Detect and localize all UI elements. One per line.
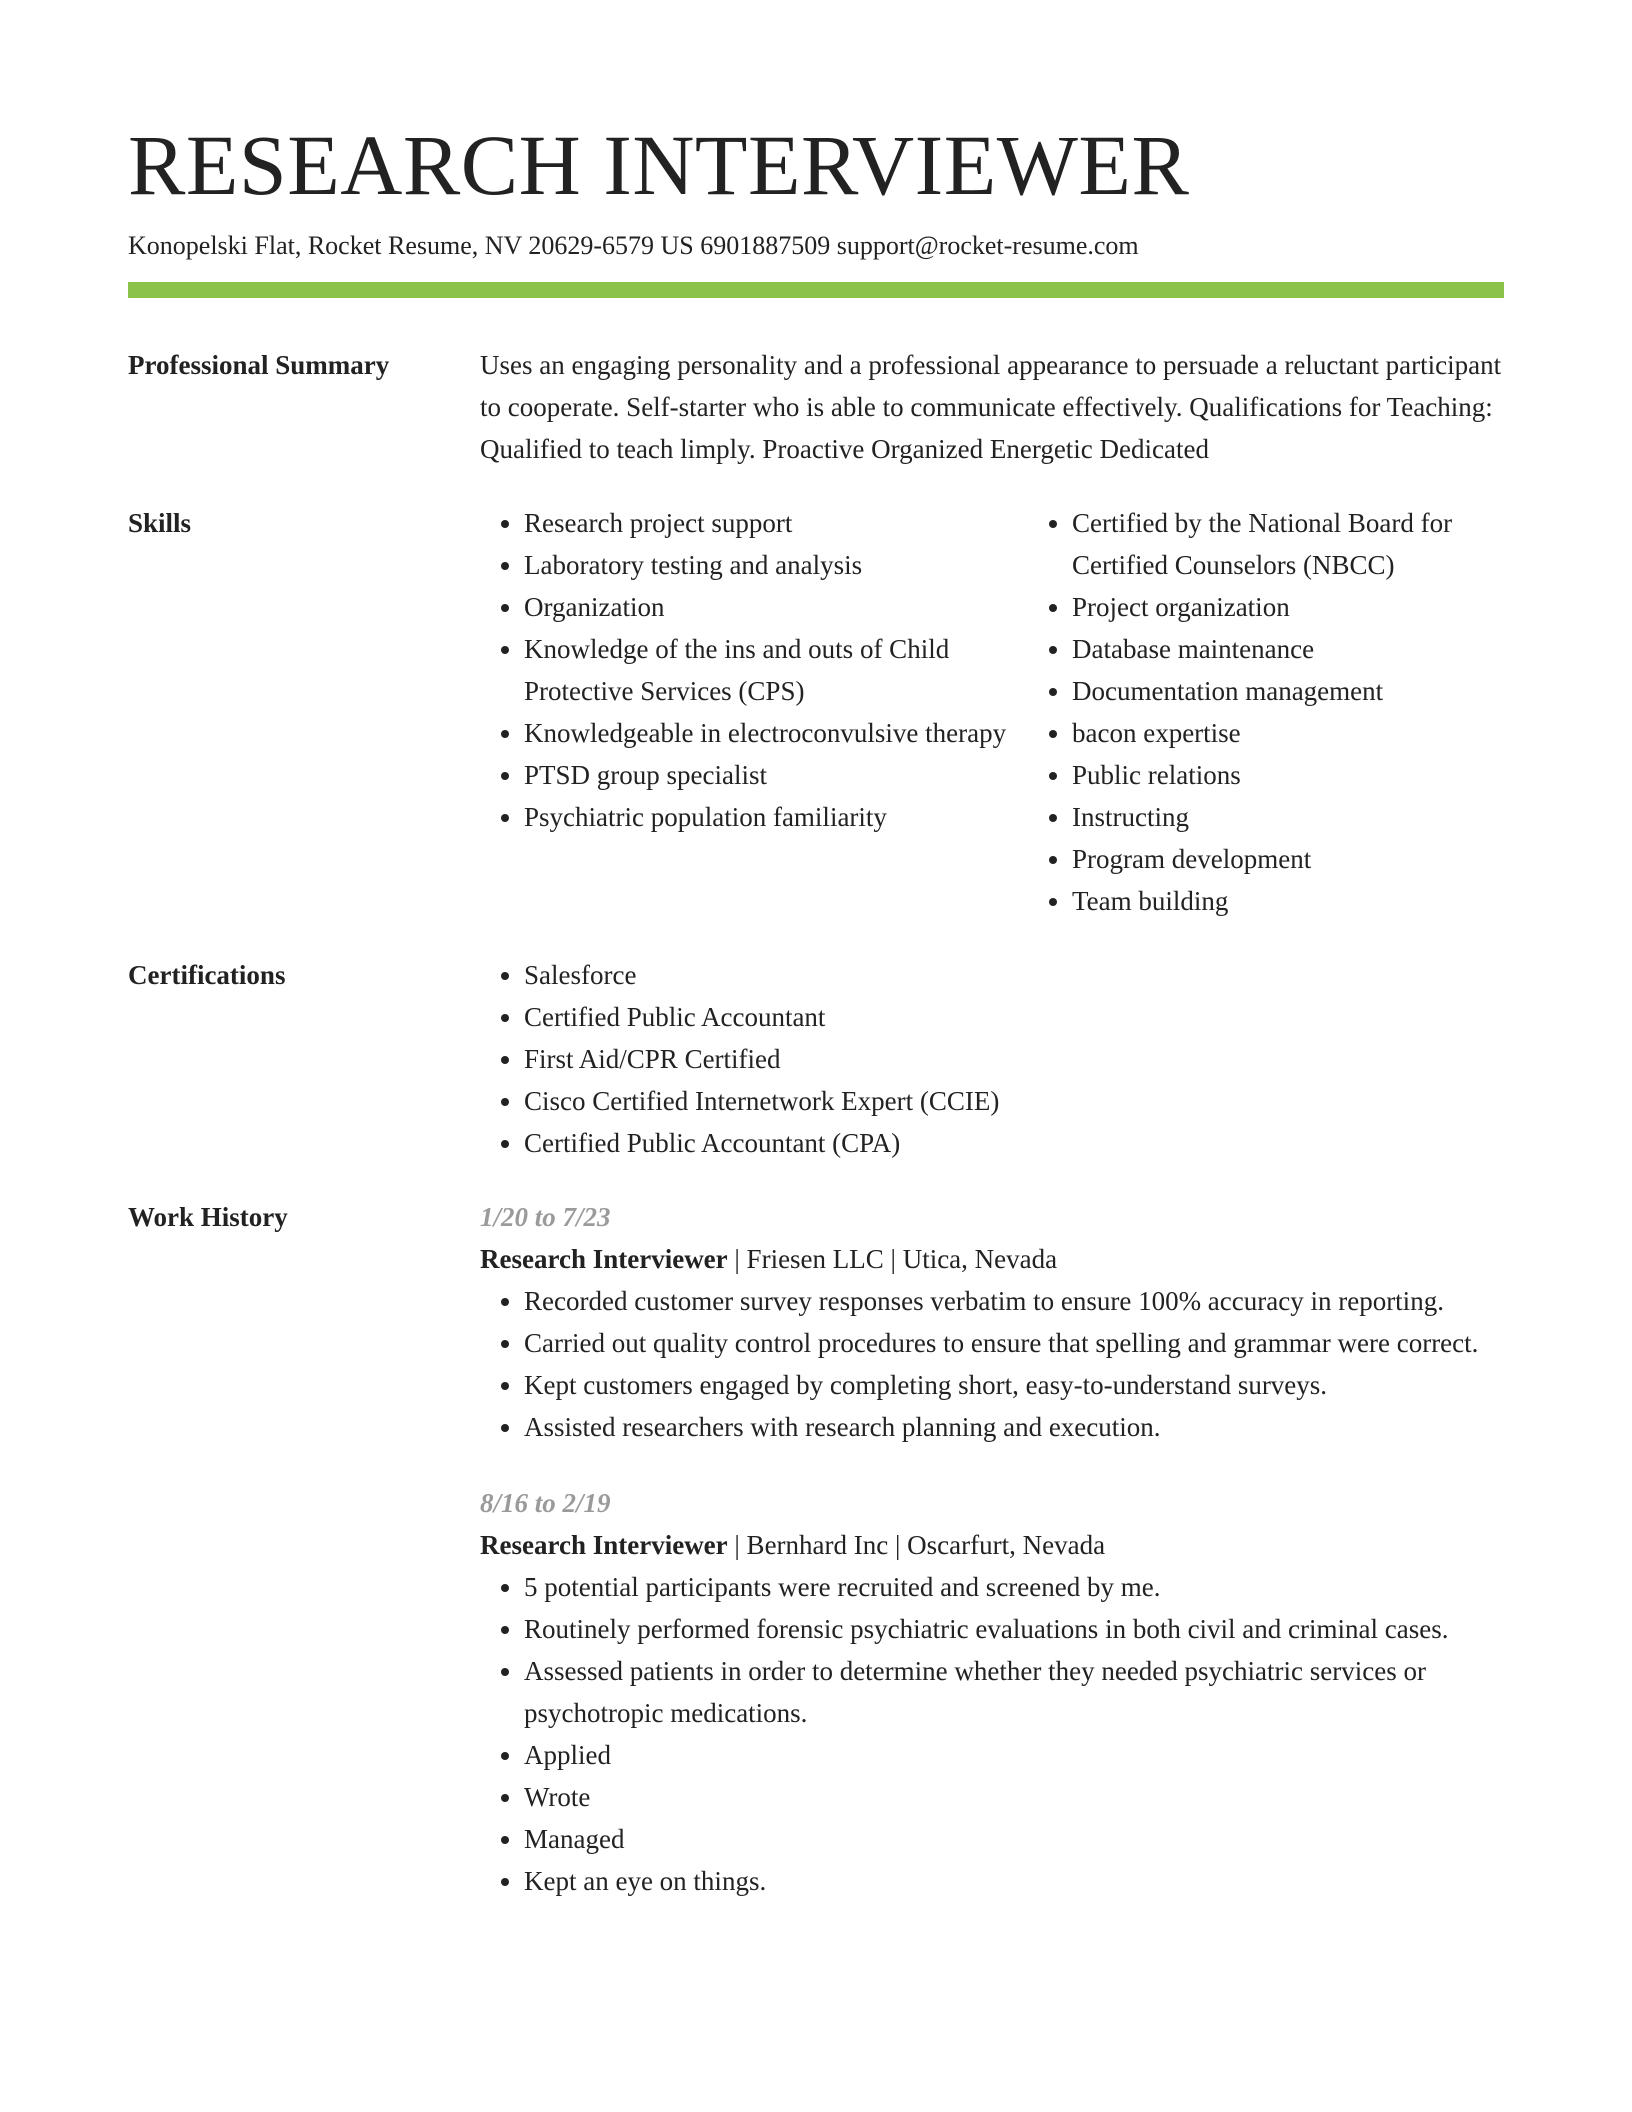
skill-item: • Database maintenance	[1072, 628, 1504, 670]
job-header	[480, 1238, 1504, 1280]
job-title: Research Interviewer	[480, 1530, 728, 1561]
skills-list-left	[480, 502, 1028, 922]
skill-item: • Research project support	[524, 502, 1028, 544]
work-history-section	[128, 1196, 1504, 1902]
certification-item: • Certified Public Accountant	[524, 996, 1504, 1038]
job-dates: 8/16 to 2/19	[480, 1488, 611, 1519]
skill-item: • bacon expertise	[1072, 712, 1504, 754]
resume-page	[128, 118, 1504, 1902]
certification-item: • Salesforce	[524, 954, 1504, 996]
skill-item: • Certified by the National Board for Certified Counselors (NBCC)	[1072, 502, 1504, 586]
job-bullet: • Assessed patients in order to determine whether they needed psychiatric services or psychotropic medications.	[524, 1650, 1504, 1734]
certification-item: • First Aid/CPR Certified	[524, 1038, 1504, 1080]
job-title: Research Interviewer	[480, 1244, 728, 1275]
skill-item: • Knowledge of the ins and outs of Child Protective Services (CPS)	[524, 628, 1028, 712]
summary-heading: Professional Summary	[128, 350, 390, 381]
job-bullet: • Wrote	[524, 1776, 1504, 1818]
certification-item: • Certified Public Accountant (CPA)	[524, 1122, 1504, 1164]
job-dates: 1/20 to 7/23	[480, 1202, 611, 1233]
skill-item: • Project organization	[1072, 586, 1504, 628]
job-bullet: • Managed	[524, 1818, 1504, 1860]
job-bullet: • Kept customers engaged by completing short, easy-to-understand surveys.	[524, 1364, 1504, 1406]
skill-item: • Instructing	[1072, 796, 1504, 838]
skill-item: • Public relations	[1072, 754, 1504, 796]
job-bullet: • Applied	[524, 1734, 1504, 1776]
skill-item: • Laboratory testing and analysis	[524, 544, 1028, 586]
job-bullet: • Routinely performed forensic psychiatric evaluations in both civil and criminal cases.	[524, 1608, 1504, 1650]
skill-item: • Program development	[1072, 838, 1504, 880]
job-bullet: • 5 potential participants were recruited and screened by me.	[524, 1566, 1504, 1608]
job-bullet: • Recorded customer survey responses verbatim to ensure 100% accuracy in reporting.	[524, 1280, 1504, 1322]
header-divider	[128, 282, 1504, 298]
certifications-list	[480, 954, 1504, 1164]
skill-item: • Team building	[1072, 880, 1504, 922]
resume-name: RESEARCH INTERVIEWER	[128, 117, 1190, 213]
job-bullet: • Kept an eye on things.	[524, 1860, 1504, 1902]
skill-item: • Knowledgeable in electroconvulsive therapy	[524, 712, 1028, 754]
work-history-body	[480, 1196, 1504, 1902]
skills-section	[128, 502, 1504, 922]
job-entry	[480, 1482, 1504, 1902]
skills-columns	[480, 502, 1504, 922]
skill-item: • Psychiatric population familiarity	[524, 796, 1028, 838]
certifications-heading: Certifications	[128, 960, 286, 991]
job-details: | Friesen LLC | Utica, Nevada	[727, 1244, 1058, 1275]
job-details: | Bernhard Inc | Oscarfurt, Nevada	[727, 1530, 1106, 1561]
certification-item: • Cisco Certified Internetwork Expert (CCIE)	[524, 1080, 1504, 1122]
summary-section	[128, 344, 1504, 470]
job-bullet: • Carried out quality control procedures to ensure that spelling and grammar were correct.	[524, 1322, 1504, 1364]
job-bullet-list	[480, 1566, 1504, 1902]
job-header	[480, 1524, 1504, 1566]
skill-item: • PTSD group specialist	[524, 754, 1028, 796]
job-entry	[480, 1196, 1504, 1448]
job-bullet-list	[480, 1280, 1504, 1448]
skill-item: • Documentation management	[1072, 670, 1504, 712]
skills-heading: Skills	[128, 508, 192, 539]
work-history-heading: Work History	[128, 1202, 288, 1233]
certifications-body	[480, 954, 1504, 1164]
skill-item: • Organization	[524, 586, 1028, 628]
job-bullet: • Assisted researchers with research planning and execution.	[524, 1406, 1504, 1448]
contact-line: Konopelski Flat, Rocket Resume, NV 20629-6579 US 6901887509 support@rocket-resume.com	[128, 230, 1139, 260]
summary-text: Uses an engaging personality and a professional appearance to persuade a reluctant participant to cooperate. Self-starter who is able to communicate effectively. Qualifications for Teaching: Qualified to teach limply. Proactive Organized Energetic Dedicated	[480, 350, 1502, 465]
certifications-section	[128, 954, 1504, 1164]
skills-list-right	[1028, 502, 1504, 922]
